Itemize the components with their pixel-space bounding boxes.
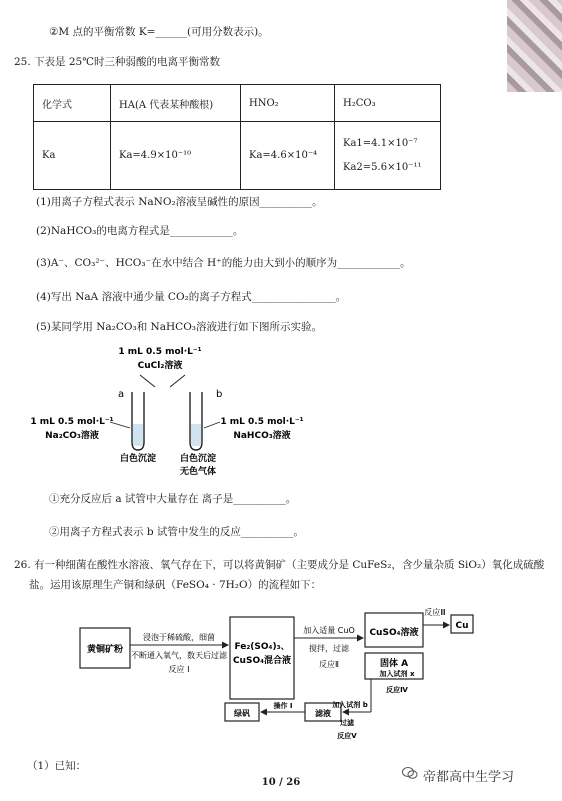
cu-label: Cu	[455, 621, 469, 631]
operation-1-label: 操作 I	[273, 702, 293, 710]
ka-h2co3	[335, 122, 441, 190]
mixture-label-1: Fe₂(SO₄)₃、	[234, 642, 290, 652]
step2-condition-top: 加入适量 CuO	[303, 626, 355, 635]
ka1-h2co3: Ka1=4.1×10⁻⁷	[343, 137, 418, 149]
reaction-4-label: 反应Ⅳ	[386, 686, 408, 694]
header-hno2: HNO₂	[241, 85, 335, 122]
header-ha: HA(A 代表某种酸根)	[111, 85, 241, 122]
reaction-3-label: 反应Ⅲ	[424, 608, 446, 617]
right-result-gas: 无色气体	[179, 467, 217, 477]
solid-a-label: 固体 A	[379, 659, 409, 669]
header-formula: 化学式	[34, 85, 111, 122]
left-reagent-name: Na₂CO₃溶液	[45, 431, 99, 441]
right-tube-liquid	[191, 424, 201, 446]
ka2-h2co3: Ka2=5.6×10⁻¹¹	[343, 161, 422, 173]
step1-condition-mid: 不断通入氧气，数天后过滤	[131, 651, 227, 660]
q25-sub4: (4)写出 NaA 溶液中通少量 CO₂的离子方程式________________。	[36, 291, 347, 303]
test-tube-figure	[30, 342, 304, 477]
q25-5-sub1: ①充分反应后 a 试管中大量存在 离子是__________。	[49, 493, 297, 505]
top-reagent-name: CuCl₂溶液	[137, 361, 183, 371]
q25-5-sub2: ②用离子方程式表示 b 试管中发生的反应__________。	[49, 526, 304, 538]
left-result: 白色沉淀	[119, 454, 157, 464]
q26-known: （1）已知：	[27, 760, 87, 772]
step1-reaction: 反应 I	[168, 665, 190, 674]
step2-condition-mid: 搅拌，过滤	[309, 644, 349, 653]
left-tube-liquid	[133, 424, 143, 446]
filtrate-label: 滤液	[315, 709, 331, 718]
row-label-ka: Ka	[34, 122, 111, 190]
right-result-precipitate: 白色沉淀	[179, 454, 217, 464]
watermark-text: 帝都高中生学习	[423, 770, 515, 785]
right-pointer	[204, 422, 220, 428]
ka-hno2: Ka=4.6×10⁻⁴	[241, 122, 335, 190]
ore-label: 黄铜矿粉	[86, 645, 124, 655]
ionization-constant-table	[33, 84, 441, 190]
cuso4-label: CuSO₄溶液	[369, 628, 419, 638]
header-h2co3: H₂CO₃	[335, 85, 441, 122]
right-reagent-name: NaHCO₃溶液	[233, 431, 291, 441]
green-vitriol-label: 绿矾	[234, 709, 250, 718]
q25-intro: 25. 下表是 25℃时三种弱酸的电离平衡常数	[14, 56, 220, 68]
step1-condition-top: 浸泡于稀硫酸，细菌	[143, 633, 215, 642]
arrow-right-line	[170, 375, 185, 387]
label-b: b	[216, 389, 223, 400]
left-reagent-conc: 1 mL 0.5 mol·L⁻¹	[30, 417, 114, 427]
q25-sub1: (1)用离子方程式表示 NaNO₂溶液呈碱性的原因__________。	[36, 196, 323, 208]
q26-line1: 26. 有一种细菌在酸性水溶液、氧气存在下，可以将黄铜矿（主要成分是 CuFeS₂，含少量杂质 SiO₂）氧化成硫酸	[14, 559, 545, 571]
add-reagent-x: 加入试剂 x	[379, 670, 415, 678]
blurred-corner-image	[507, 0, 562, 92]
q25-sub2: (2)NaHCO₃的电离方程式是____________。	[36, 225, 244, 237]
arrow-left-line	[140, 375, 155, 387]
page-number: 10 / 26	[261, 777, 301, 788]
right-reagent-conc: 1 mL 0.5 mol·L⁻¹	[220, 417, 304, 427]
process-flowchart	[75, 603, 485, 745]
wechat-icon	[402, 766, 418, 780]
add-reagent-b: 加入试剂 b	[332, 701, 368, 709]
q25-sub5: (5)某同学用 Na₂CO₃和 NaHCO₃溶液进行如下图所示实验。	[36, 321, 323, 333]
q25-sub3: (3)A⁻、CO₃²⁻、HCO₃⁻在水中结合 H⁺的能力由大到小的顺序为____________。	[36, 257, 411, 269]
m-point-question: ②M 点的平衡常数 K=______(可用分数表示)。	[49, 26, 269, 38]
ka-ha: Ka=4.9×10⁻¹⁰	[111, 122, 241, 190]
reaction-5-label: 反应Ⅴ	[337, 732, 357, 740]
step2-reaction: 反应Ⅱ	[319, 660, 339, 669]
q26-line2: 盐。运用该原理生产铜和绿矾（FeSO₄ · 7H₂O）的流程如下：	[29, 579, 322, 591]
label-a: a	[118, 389, 125, 400]
mixture-label-2: CuSO₄混合液	[232, 656, 292, 666]
filter-label: 过滤	[340, 719, 354, 727]
top-reagent-conc: 1 mL 0.5 mol·L⁻¹	[118, 347, 202, 357]
